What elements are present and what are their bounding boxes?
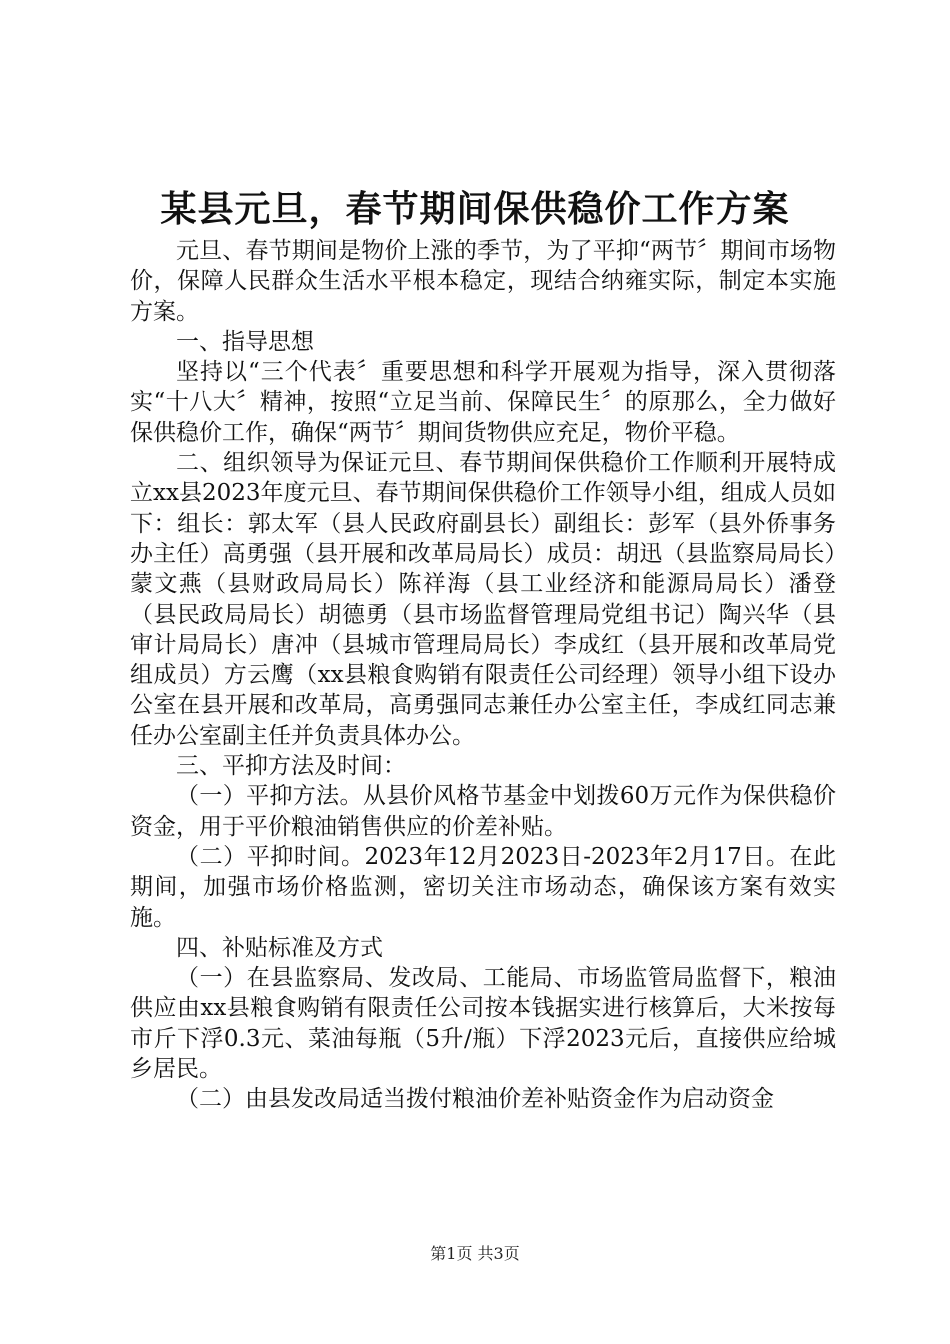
paragraph-stabilization-period: （二）平抑时间。2023年12月2023日-2023年2月17日。在此期间，加强市场价格监测，密切关注市场动态，确保该方案有效实施。 xyxy=(130,843,836,931)
paragraph-subsidy-standard: （一）在县监察局、发改局、工能局、市场监管局监督下，粮油供应由xx县粮食购销有限责任公司按本钱据实进行核算后，大米按每市斤下浮0.3元、菜油每瓶（5升/瓶）下浮2023元后，直接供应给城乡居民。 xyxy=(130,965,836,1083)
document-body xyxy=(130,236,836,1115)
section-heading-guiding-ideology: 一、指导思想 xyxy=(176,328,314,355)
paragraph-organization-leadership: 二、组织领导为保证元旦、春节期间保供稳价工作顺利开展特成立xx县2023年度元旦、春节期间保供稳价工作领导小组，组成人员如下：组长：郭太军（县人民政府副县长）副组长：彭军（县外侨事务办主任）高勇强（县开展和改革局局长）成员：胡迅（县监察局局长）蒙文燕（县财政局局长）陈祥海（县工业经济和能源局局长）潘登（县民政局局长）胡德勇（县市场监督管理局党组书记）陶兴华（县审计局局长）唐冲（县城市管理局局长）李成红（县开展和改革局党组成员）方云鹰（xx县粮食购销有限责任公司经理）领导小组下设办公室在县开展和改革局，高勇强同志兼任办公室主任，李成红同志兼任办公室副主任并负责具体办公。 xyxy=(130,450,836,749)
section-heading-methods-time: 三、平抑方法及时间： xyxy=(176,753,406,780)
section-heading-subsidy: 四、补贴标准及方式 xyxy=(176,934,383,961)
page-number-footer: 第1页 共3页 xyxy=(430,1244,520,1263)
paragraph-subsidy-funding: （二）由县发改局适当拨付粮油价差补贴资金作为启动资金 xyxy=(176,1086,774,1113)
document-title: 某县元旦，春节期间保供稳价工作方案 xyxy=(160,188,790,230)
paragraph-intro: 元旦、春节期间是物价上涨的季节，为了平抑“两节〞期间市场物价，保障人民群众生活水平根本稳定，现结合纳雍实际，制定本实施方案。 xyxy=(130,238,836,325)
paragraph-stabilization-method: （一）平抑方法。从县价风格节基金中划拨60万元作为保供稳价资金，用于平价粮油销售供应的价差补贴。 xyxy=(130,783,836,840)
paragraph-guiding-ideology: 坚持以“三个代表〞重要思想和科学开展观为指导，深入贯彻落实“十八大〞精神，按照“立足当前、保障民生〞的原那么，全力做好保供稳价工作，确保“两节〞期间货物供应充足，物价平稳。 xyxy=(130,359,836,446)
